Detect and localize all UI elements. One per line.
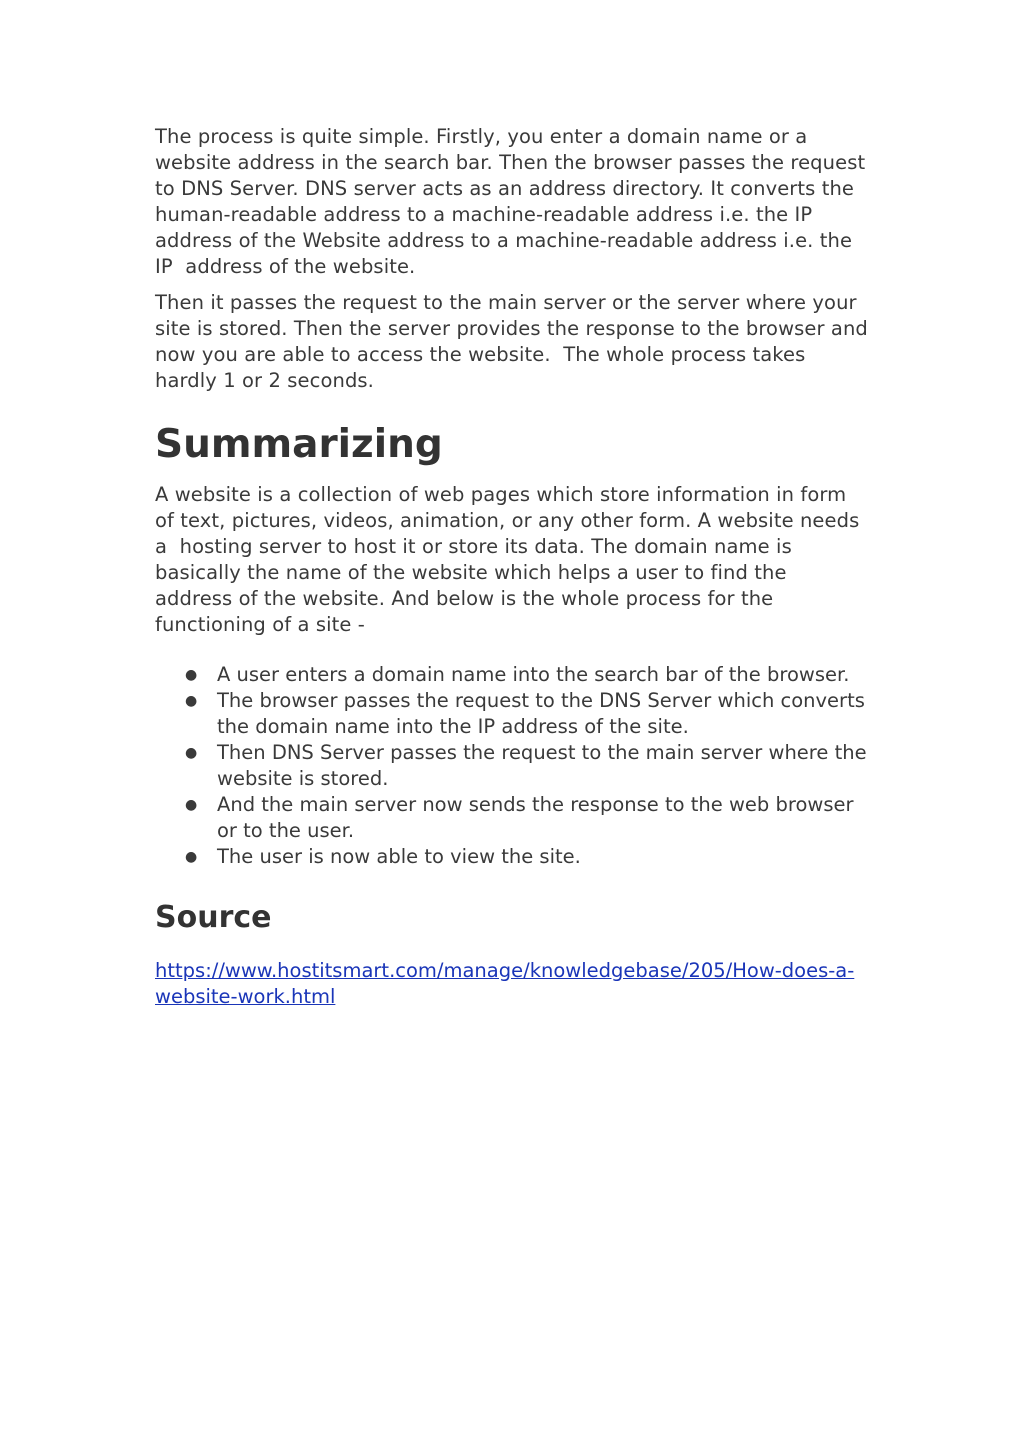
list-item-text: The user is now able to view the site. bbox=[217, 845, 581, 868]
list-item-text: The browser passes the request to the DNS Server which converts the domain name into the IP address of the site. bbox=[217, 689, 865, 738]
list-item bbox=[185, 844, 870, 870]
list-item-text: And the main server now sends the response to the web browser or to the user. bbox=[217, 793, 854, 842]
list-item-text: Then DNS Server passes the request to the main server where the website is stored. bbox=[217, 741, 867, 790]
process-paragraph: Then it passes the request to the main server or the server where your site is stored. Then the server provides the response to the browser and now you are able to access the website. The whole process takes hardly 1 or 2 seconds. bbox=[155, 291, 875, 392]
bullet-icon: ● bbox=[185, 693, 198, 709]
source-link[interactable]: https://www.hostitsmart.com/manage/knowledgebase/205/How-does-a-website-work.html bbox=[155, 959, 855, 1008]
list-item-text: A user enters a domain name into the search bar of the browser. bbox=[217, 663, 850, 686]
bullet-icon: ● bbox=[185, 797, 198, 813]
document-page bbox=[155, 124, 875, 1010]
list-item bbox=[185, 792, 870, 844]
list-item bbox=[185, 740, 870, 792]
summary-paragraph: A website is a collection of web pages which store information in form of text, pictures, videos, animation, or any other form. A website needs a hosting server to host it or store its data. The domain name is basically the name of the website which helps a user to find the address of the website. And below is the whole process for the functioning of a site - bbox=[155, 483, 866, 636]
summarizing-heading: Summarizing bbox=[155, 422, 443, 467]
bullet-icon: ● bbox=[185, 667, 198, 683]
process-list bbox=[155, 662, 870, 870]
intro-paragraph: The process is quite simple. Firstly, you enter a domain name or a website address in the search bar. Then the browser passes the request to DNS Server. DNS server acts as an address directory. It converts the human-readable address to a machine-readable address i.e. the IP address of the Website address to a machine-readable address i.e. the IP address of the website. bbox=[155, 125, 872, 278]
list-item bbox=[185, 662, 870, 688]
list-item bbox=[185, 688, 870, 740]
source-heading: Source bbox=[155, 900, 272, 935]
bullet-icon: ● bbox=[185, 849, 198, 865]
bullet-icon: ● bbox=[185, 745, 198, 761]
